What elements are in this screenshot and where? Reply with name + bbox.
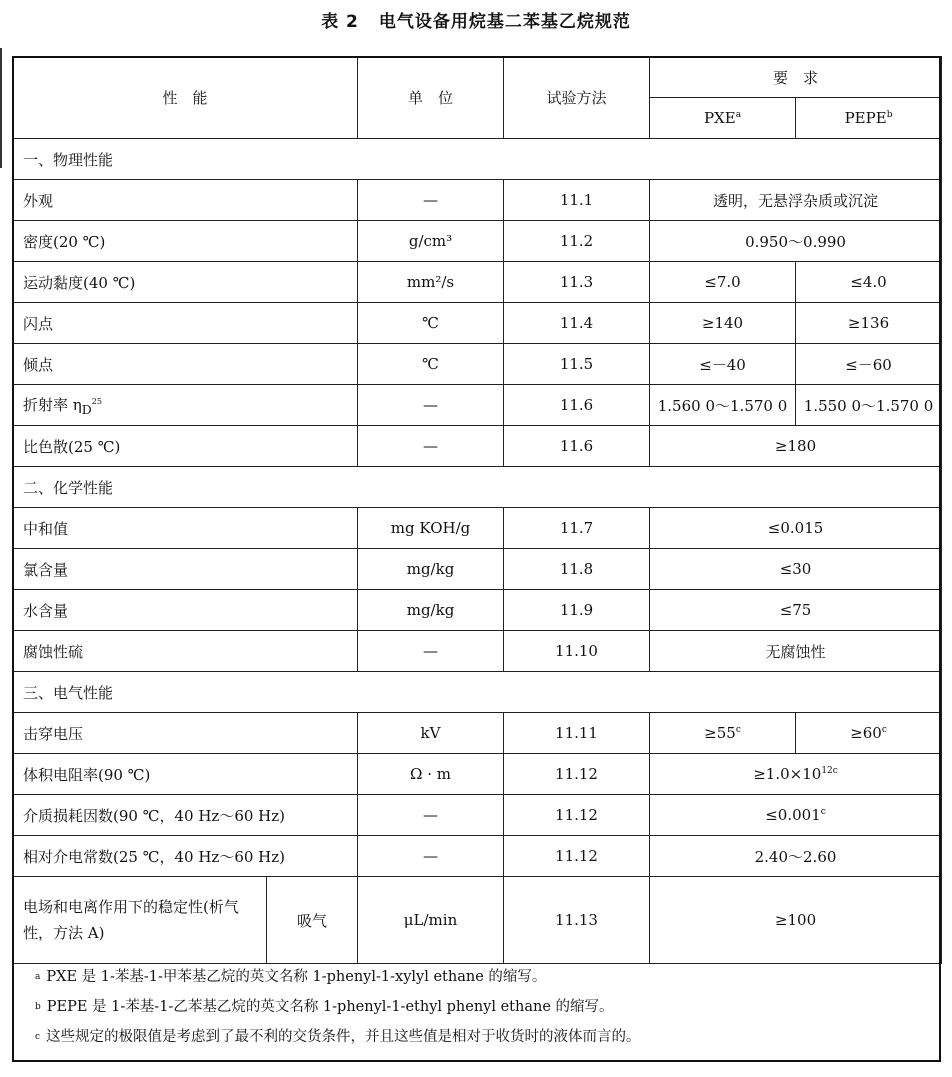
footnote-mark-a: a: [735, 110, 742, 120]
header-pxe-label: PXE: [703, 109, 736, 127]
section-row-electrical: [13, 672, 942, 713]
exponent: 12: [821, 766, 833, 776]
requirement-cell: 无腐蚀性: [650, 631, 942, 672]
pxe-value: ≤7.0: [650, 262, 796, 303]
property-name: 密度(20 ℃): [13, 221, 358, 262]
unit-cell: —: [358, 426, 504, 467]
property-name: 相对介电常数(25 ℃，40 Hz～60 Hz): [13, 836, 358, 877]
method-cell: 11.7: [504, 508, 650, 549]
requirement-cell: [650, 795, 942, 836]
table-row: [13, 262, 942, 303]
property-name: [13, 385, 358, 426]
method-cell: 11.13: [504, 877, 650, 964]
footnote: [35, 992, 940, 1022]
section-title-physical: 一、物理性能: [13, 139, 942, 180]
requirement-cell: [650, 754, 942, 795]
table-row: [13, 795, 942, 836]
footnote-mark: b: [35, 1002, 41, 1012]
table-row: [13, 303, 942, 344]
unit-cell: ℃: [358, 344, 504, 385]
footnote: [35, 962, 940, 992]
table-row: [13, 836, 942, 877]
header-method: 试验方法: [504, 57, 650, 139]
table-row: [13, 385, 942, 426]
method-cell: 11.12: [504, 754, 650, 795]
method-cell: 11.3: [504, 262, 650, 303]
header-pepe: [796, 98, 942, 139]
property-name: 氯含量: [13, 549, 358, 590]
pepe-value: 1.550 0～1.570 0: [796, 385, 942, 426]
table-number: 表 2: [321, 12, 359, 32]
property-name: 腐蚀性硫: [13, 631, 358, 672]
footnote-text: 这些规定的极限值是考虑到了最不利的交货条件，并且这些值是相对于收货时的液体而言的。: [46, 1029, 641, 1045]
unit-cell: —: [358, 180, 504, 221]
unit-cell: —: [358, 385, 504, 426]
method-cell: 11.11: [504, 713, 650, 754]
method-cell: 11.12: [504, 836, 650, 877]
pepe-value: [796, 713, 942, 754]
pxe-value: [650, 713, 796, 754]
pxe-value-text: ≥55: [704, 724, 736, 742]
property-name: 体积电阻率(90 ℃): [13, 754, 358, 795]
footnote-mark: a: [35, 972, 41, 982]
eta-superscript: 25: [91, 396, 102, 406]
method-cell: 11.9: [504, 590, 650, 631]
property-name: 介质损耗因数(90 ℃，40 Hz～60 Hz): [13, 795, 358, 836]
property-name: 电场和电离作用下的稳定性(析气性，方法 A): [13, 877, 267, 964]
requirement-text: ≥1.0×10: [753, 765, 822, 783]
property-name: 外观: [13, 180, 358, 221]
header-unit: 单 位: [358, 57, 504, 139]
unit-cell: ℃: [358, 303, 504, 344]
unit-cell: mm²/s: [358, 262, 504, 303]
unit-cell: g/cm³: [358, 221, 504, 262]
unit-cell: mg KOH/g: [358, 508, 504, 549]
property-name: 倾点: [13, 344, 358, 385]
pepe-value: ≥136: [796, 303, 942, 344]
section-row-physical: [13, 139, 942, 180]
table-row: [13, 426, 942, 467]
method-cell: 11.8: [504, 549, 650, 590]
requirement-cell: ≥180: [650, 426, 942, 467]
table-row: [13, 713, 942, 754]
table-caption: 电气设备用烷基二苯基乙烷规范: [378, 12, 631, 32]
unit-cell: —: [358, 836, 504, 877]
property-name: 闪点: [13, 303, 358, 344]
table-title: [0, 4, 952, 40]
pepe-value: ≤－60: [796, 344, 942, 385]
unit-cell: kV: [358, 713, 504, 754]
footnote-mark: c: [35, 1032, 41, 1042]
requirement-cell: ≤75: [650, 590, 942, 631]
property-name: 击穿电压: [13, 713, 358, 754]
method-cell: 11.12: [504, 795, 650, 836]
page-margin-mark: [0, 48, 2, 168]
requirement-cell: ≤30: [650, 549, 942, 590]
method-cell: 11.6: [504, 385, 650, 426]
unit-cell: Ω · m: [358, 754, 504, 795]
property-subitem: 吸气: [267, 877, 358, 964]
table-row: [13, 631, 942, 672]
unit-cell: mg/kg: [358, 590, 504, 631]
property-name: 水含量: [13, 590, 358, 631]
footnote-mark-c: c: [820, 807, 826, 817]
method-cell: 11.5: [504, 344, 650, 385]
table-row: [13, 180, 942, 221]
footnote-text: PEPE 是 1-苯基-1-乙苯基乙烷的英文名称 1-phenyl-1-ethyl phenyl ethane 的缩写。: [46, 999, 614, 1015]
footnote-mark-c: c: [832, 766, 838, 776]
header-pxe: [650, 98, 796, 139]
spec-table: [12, 56, 942, 964]
unit-cell: —: [358, 631, 504, 672]
footnote-mark-b: b: [886, 110, 893, 120]
property-name-text: 折射率 η: [23, 395, 82, 414]
section-title-electrical: 三、电气性能: [13, 672, 942, 713]
footnote-mark-c: c: [735, 725, 741, 735]
table-row: [13, 221, 942, 262]
pxe-value: ≥140: [650, 303, 796, 344]
footnote-text: PXE 是 1-苯基-1-甲苯基乙烷的英文名称 1-phenyl-1-xylyl ethane 的缩写。: [46, 969, 547, 985]
pepe-value: ≤4.0: [796, 262, 942, 303]
property-name: 比色散(25 ℃): [13, 426, 358, 467]
requirement-cell: ≥100: [650, 877, 942, 964]
header-row: [13, 57, 942, 98]
section-title-chemical: 二、化学性能: [13, 467, 942, 508]
requirement-cell: 0.950～0.990: [650, 221, 942, 262]
requirement-cell: 2.40～2.60: [650, 836, 942, 877]
pepe-value-text: ≥60: [850, 724, 882, 742]
eta-subscript: D: [81, 401, 92, 417]
footnote: [35, 1022, 940, 1052]
method-cell: 11.6: [504, 426, 650, 467]
table-row: [13, 590, 942, 631]
requirement-text: ≤0.001: [765, 806, 821, 824]
property-name: 中和值: [13, 508, 358, 549]
method-cell: 11.10: [504, 631, 650, 672]
unit-cell: μL/min: [358, 877, 504, 964]
table-row: [13, 549, 942, 590]
header-property: 性 能: [13, 57, 358, 139]
requirement-cell: ≤0.015: [650, 508, 942, 549]
unit-cell: —: [358, 795, 504, 836]
footnotes: [12, 950, 941, 1062]
method-cell: 11.2: [504, 221, 650, 262]
pxe-value: ≤－40: [650, 344, 796, 385]
header-pepe-label: PEPE: [844, 109, 887, 127]
section-row-chemical: [13, 467, 942, 508]
footnote-mark-c: c: [881, 725, 887, 735]
table-row: [13, 344, 942, 385]
method-cell: 11.4: [504, 303, 650, 344]
table-row: [13, 508, 942, 549]
table-row: [13, 754, 942, 795]
property-name: 运动黏度(40 ℃): [13, 262, 358, 303]
unit-cell: mg/kg: [358, 549, 504, 590]
method-cell: 11.1: [504, 180, 650, 221]
pxe-value: 1.560 0～1.570 0: [650, 385, 796, 426]
header-requirement: 要 求: [650, 57, 942, 98]
eta-scripts: [81, 396, 102, 417]
requirement-cell: 透明，无悬浮杂质或沉淀: [650, 180, 942, 221]
